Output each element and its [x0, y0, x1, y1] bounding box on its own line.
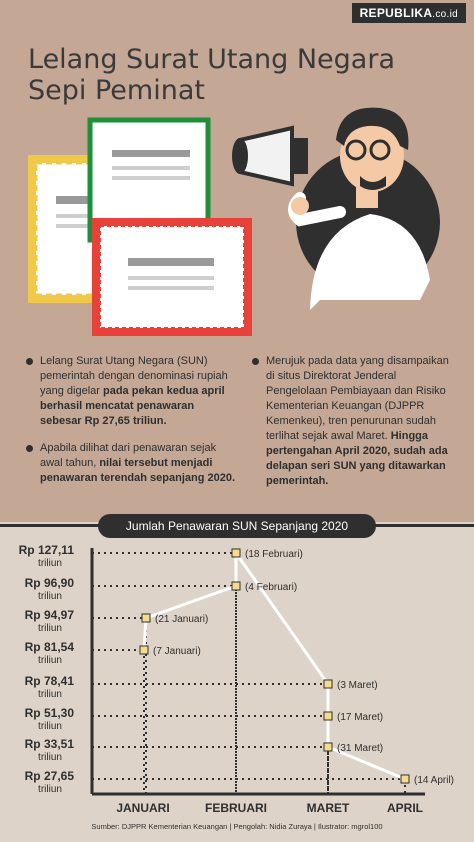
y-tick-label: Rp 33,51	[24, 737, 74, 751]
y-tick-unit: triliun	[38, 784, 62, 795]
bullet-item: Lelang Surat Utang Negara (SUN) pemerintah dengan denominasi rupiah yang digelar pada pekan kedua april berhasil mencatat penawaran sebesar Rp 27,65 triliun.	[26, 354, 236, 429]
page-title	[28, 44, 448, 106]
y-tick-unit: triliun	[38, 689, 62, 700]
y-tick-label: Rp 94,97	[24, 608, 74, 622]
data-point	[324, 712, 332, 720]
bullet-dot	[26, 445, 33, 452]
y-tick-unit: triliun	[38, 623, 62, 634]
date-label: (17 Maret)	[337, 712, 384, 723]
y-tick-label: Rp 127,11	[18, 543, 74, 557]
date-label: (31 Maret)	[337, 743, 384, 754]
hero-illustration	[0, 100, 474, 350]
data-point	[401, 775, 409, 783]
megaphone-icon	[232, 128, 308, 184]
date-label: (21 Januari)	[155, 614, 209, 625]
y-tick-unit: triliun	[38, 655, 62, 666]
date-label: (14 April)	[414, 775, 455, 786]
data-point	[232, 582, 240, 590]
line-chart	[0, 530, 474, 820]
bullet-item: Merujuk pada data yang disampaikan di situs Direktorat Jenderal Pengelolaan Pembiayaan dan Risiko Kementerian Keuangan (DJPPR Kemenkeu), tren penurunan sudah terlihat sejak awal Maret. Hingga pertengahan April 2020, sudah ada delapan seri SUN yang ditawarkan pemerintah.	[252, 354, 454, 489]
y-tick-label: Rp 96,90	[24, 576, 74, 590]
y-tick-label: Rp 51,30	[24, 706, 74, 720]
y-tick-label: Rp 27,65	[24, 769, 74, 783]
y-tick-unit: triliun	[38, 591, 62, 602]
data-point	[142, 614, 150, 622]
data-point	[140, 646, 148, 654]
title-line-1: Lelang Surat Utang Negara	[28, 44, 395, 75]
date-label: (3 Maret)	[337, 680, 378, 691]
chart-title: Jumlah Penawaran SUN Sepanjang 2020	[98, 514, 376, 538]
data-point	[232, 549, 240, 557]
y-tick-label: Rp 81,54	[24, 640, 74, 654]
y-tick-unit: triliun	[38, 752, 62, 763]
bullet-item: Apabila dilihat dari penawaran sejak awal tahun, nilai tersebut menjadi penawaran terendah sepanjang 2020.	[26, 441, 236, 486]
y-tick-unit: triliun	[38, 721, 62, 732]
bullet-column-left	[26, 354, 236, 498]
date-label: (7 Januari)	[153, 646, 201, 657]
x-tick-label: APRIL	[387, 801, 423, 815]
x-tick-label: JANUARI	[116, 801, 170, 815]
data-point	[324, 743, 332, 751]
bullet-column-right	[252, 354, 454, 501]
date-label: (18 Februari)	[245, 549, 303, 560]
x-tick-label: MARET	[306, 801, 350, 815]
source-credit: Sumber: DJPPR Kementerian Keuangan | Pengolah: Nidia Zuraya | Ilustrator: mgrol100	[91, 822, 383, 831]
title-line-2: Sepi Peminat	[28, 75, 205, 106]
bullet-dot	[26, 358, 33, 365]
top-bar	[0, 0, 474, 24]
x-tick-label: FEBRUARI	[205, 801, 267, 815]
brand-logo[interactable]: REPUBLIKA.co.id	[352, 3, 466, 23]
date-label: (4 Februari)	[245, 582, 298, 593]
bullet-dot	[252, 358, 259, 365]
y-tick-label: Rp 78,41	[24, 674, 74, 688]
data-point	[324, 680, 332, 688]
certificate-red-icon	[92, 218, 252, 336]
y-tick-unit: triliun	[38, 558, 62, 569]
